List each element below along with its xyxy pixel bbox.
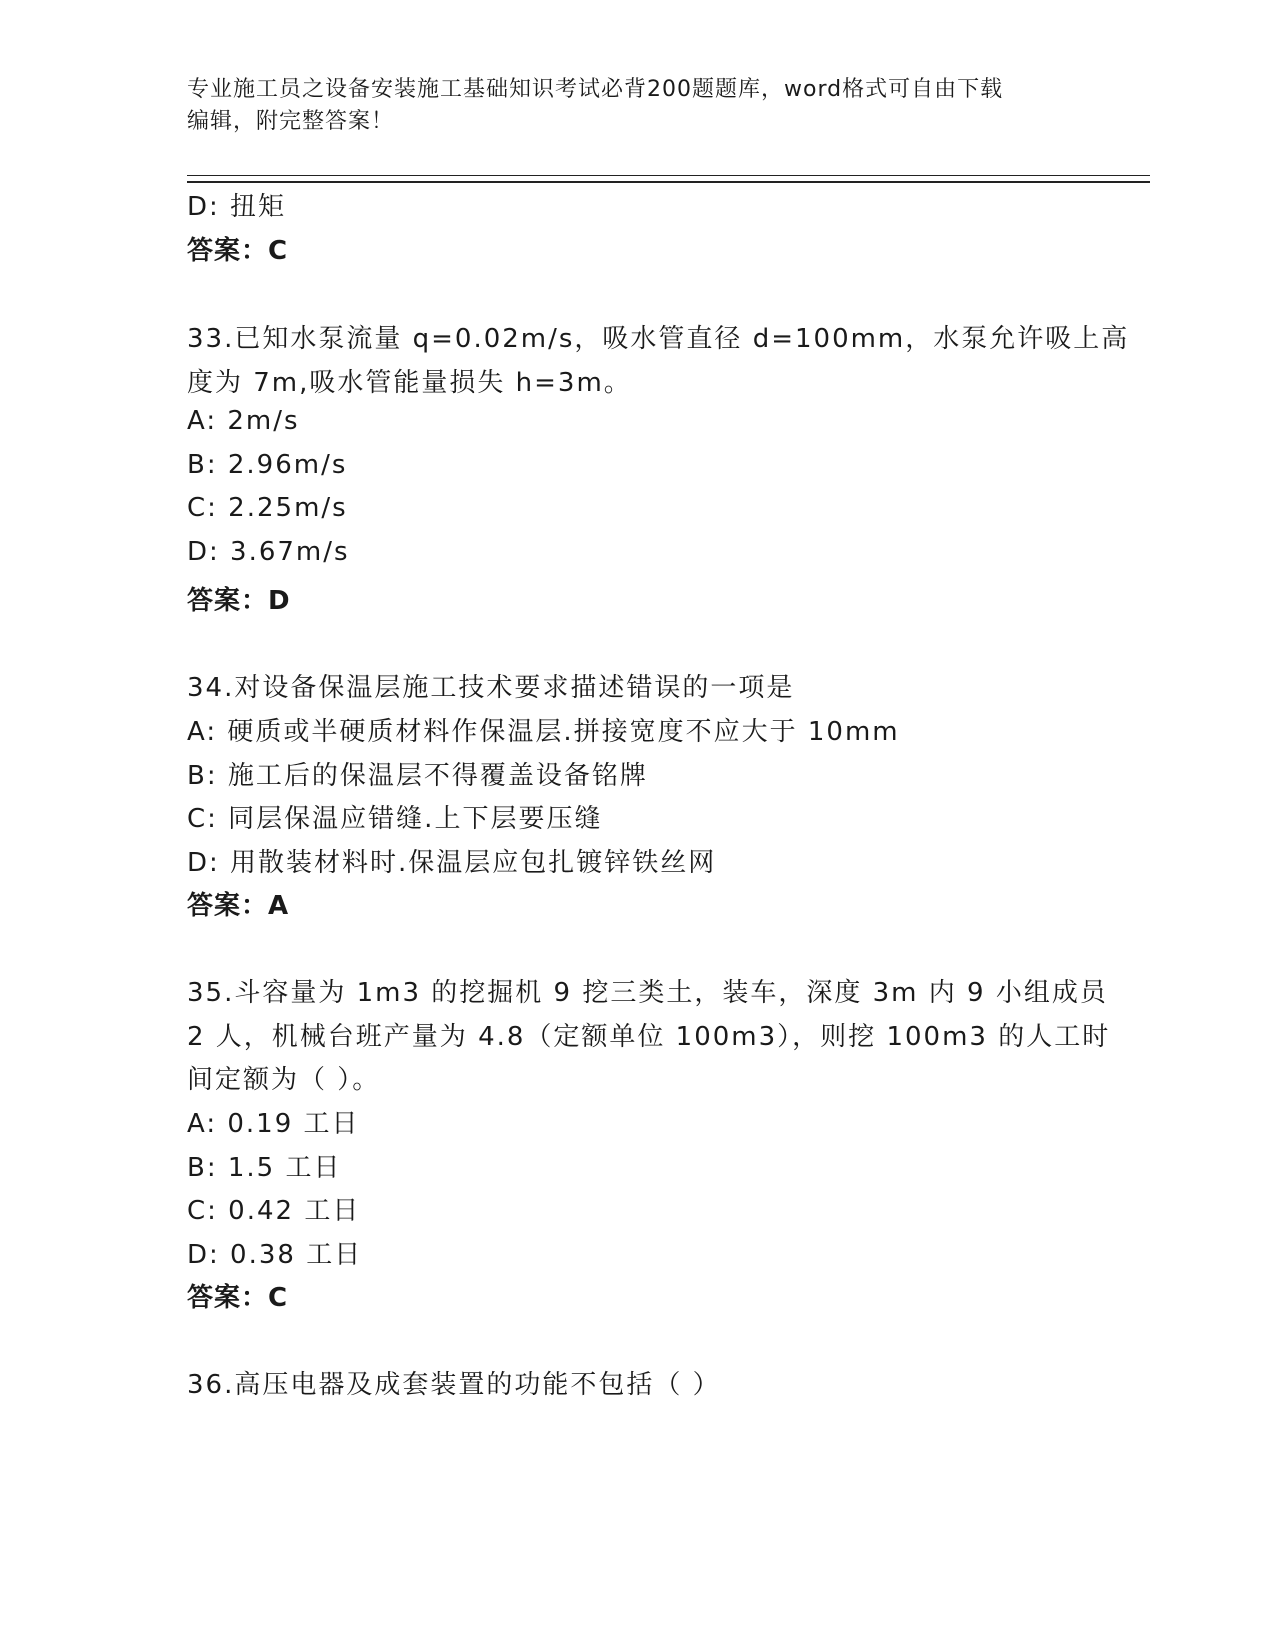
q35-option-d: D: 0.38 工日 bbox=[187, 1240, 363, 1270]
q35-option-a: A: 0.19 工日 bbox=[187, 1109, 360, 1139]
q35-stem-line-2: 2 人，机械台班产量为 4.8（定额单位 100m3），则挖 100m3 的人工时 bbox=[187, 1022, 1111, 1052]
q33-answer: 答案：D bbox=[187, 586, 291, 616]
q35-stem-line-3: 间定额为（ ）。 bbox=[187, 1065, 381, 1095]
q35-answer: 答案：C bbox=[187, 1283, 289, 1313]
q33-option-c: C: 2.25m/s bbox=[187, 493, 348, 523]
q35-stem-line-1: 35.斗容量为 1m3 的挖掘机 9 挖三类土，装车，深度 3m 内 9 小组成员 bbox=[187, 978, 1108, 1008]
q32-option-d: D: 扭矩 bbox=[187, 192, 287, 222]
q34-option-b: B: 施工后的保温层不得覆盖设备铭牌 bbox=[187, 761, 648, 791]
q34-option-a: A: 硬质或半硬质材料作保温层.拼接宽度不应大于 10mm bbox=[187, 717, 900, 747]
q33-stem-line-1: 33.已知水泵流量 q=0.02m/s，吸水管直径 d=100mm，水泵允许吸上高 bbox=[187, 324, 1130, 354]
header-divider-top bbox=[187, 175, 1150, 176]
q35-option-c: C: 0.42 工日 bbox=[187, 1196, 361, 1226]
q33-stem-line-2: 度为 7m,吸水管能量损失 h=3m。 bbox=[187, 368, 632, 398]
header-line-2: 编辑，附完整答案！ bbox=[187, 109, 395, 134]
header-divider-bottom bbox=[187, 181, 1150, 183]
q33-option-d: D: 3.67m/s bbox=[187, 537, 350, 567]
document-header bbox=[187, 74, 1087, 138]
q35-option-b: B: 1.5 工日 bbox=[187, 1153, 342, 1183]
q32-answer: 答案：C bbox=[187, 236, 289, 266]
header-line-1: 专业施工员之设备安装施工基础知识考试必背200题题库，word格式可自由下载 bbox=[187, 77, 1004, 102]
q34-option-c: C: 同层保温应错缝.上下层要压缝 bbox=[187, 804, 603, 834]
q34-stem-line-1: 34.对设备保温层施工技术要求描述错误的一项是 bbox=[187, 673, 795, 703]
q36-stem-line-1: 36.高压电器及成套装置的功能不包括（ ） bbox=[187, 1370, 721, 1400]
q34-option-d: D: 用散装材料时.保温层应包扎镀锌铁丝网 bbox=[187, 848, 717, 878]
q34-answer: 答案：A bbox=[187, 891, 290, 921]
q33-option-a: A: 2m/s bbox=[187, 406, 300, 436]
q33-option-b: B: 2.96m/s bbox=[187, 450, 348, 480]
